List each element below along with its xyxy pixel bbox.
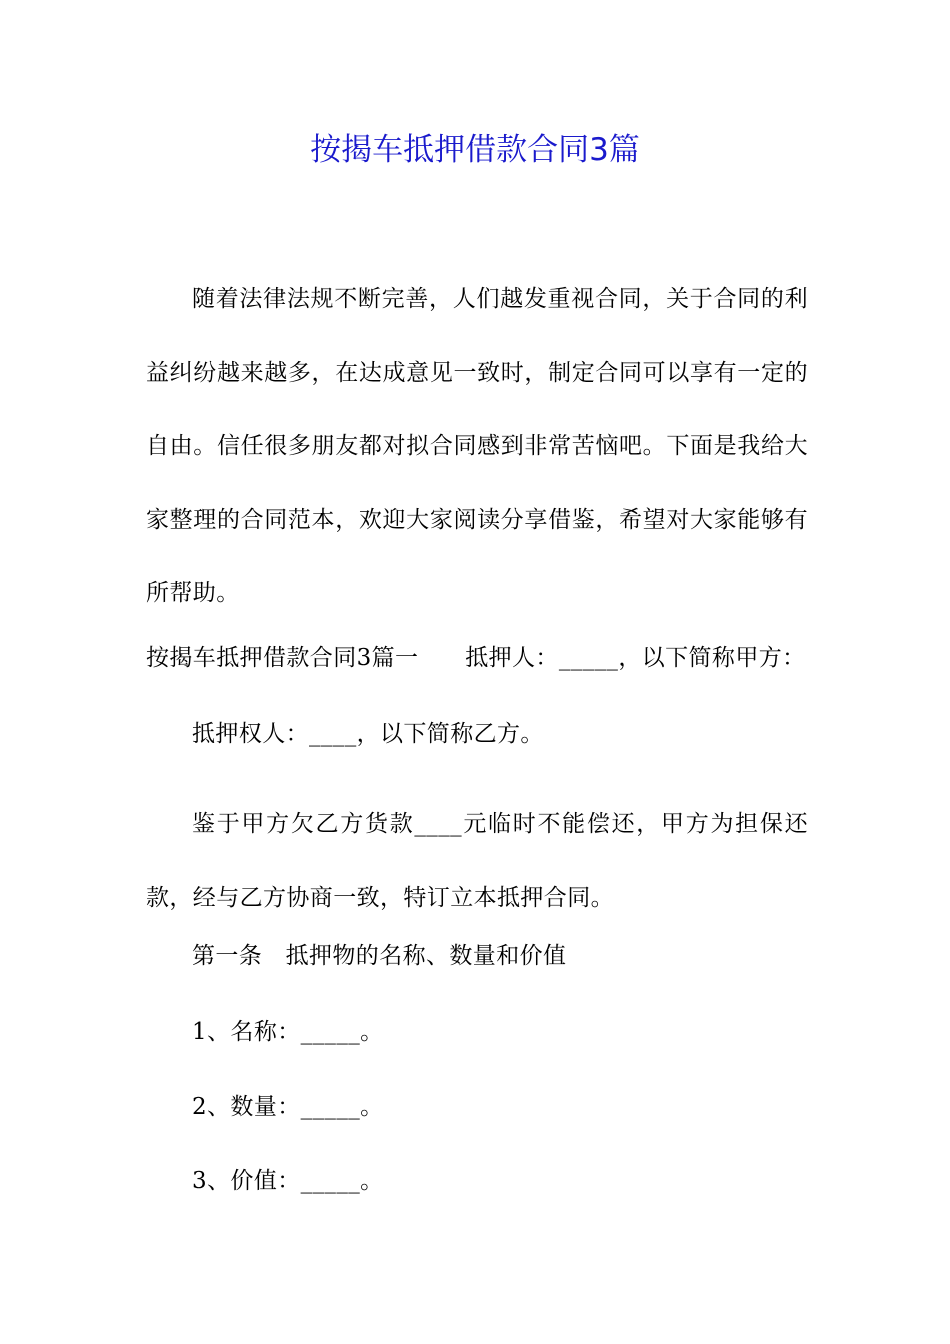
- item-name: 1、名称：_____。: [192, 1019, 384, 1045]
- item-quantity: 2、数量：_____。: [192, 1094, 384, 1120]
- intro-paragraph: 随着法律法规不断完善，人们越发重视合同，关于合同的利益纠纷越来越多，在达成意见一致时，制定合同可以享有一定的自由。信任很多朋友都对拟合同感到非常苦恼吧。下面是我给大家整理的合同范本，欢迎大家阅读分享借鉴，希望对大家能够有所帮助。: [146, 286, 808, 606]
- document-title: 按揭车抵押借款合同3篇: [310, 132, 640, 168]
- mortgagee-line: 抵押权人：____，以下简称乙方。: [192, 721, 544, 747]
- recital-paragraph: 鉴于甲方欠乙方货款____元临时不能偿还，甲方为担保还款，经与乙方协商一致，特订立本抵押合同。: [146, 811, 808, 911]
- article-1-heading: 第一条 抵押物的名称、数量和价值: [192, 943, 567, 969]
- item-value: 3、价值：_____。: [192, 1168, 384, 1194]
- section-heading-line: 按揭车抵押借款合同3篇一 抵押人：_____，以下简称甲方：: [146, 645, 806, 671]
